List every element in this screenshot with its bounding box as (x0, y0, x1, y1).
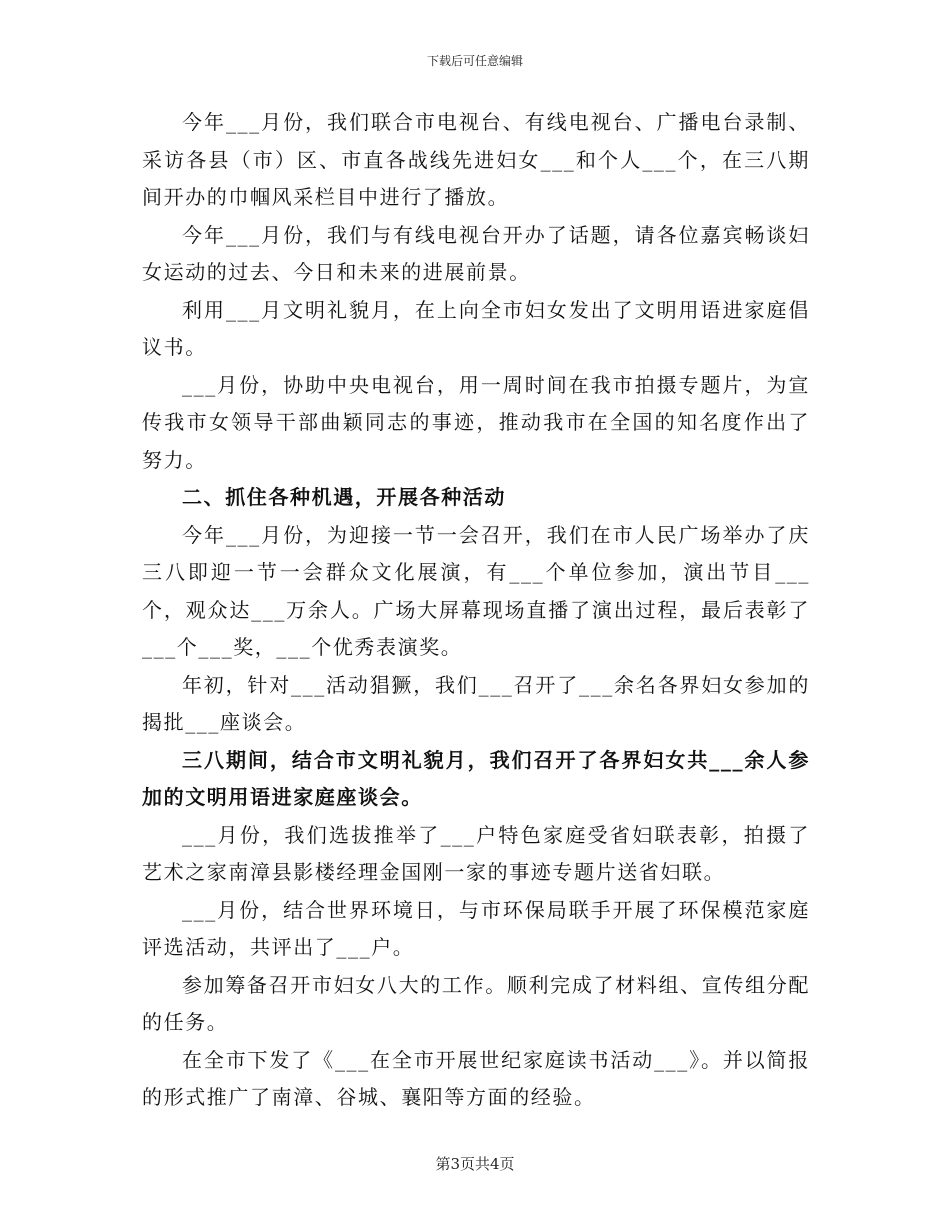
page-header: 下载后可任意编辑 (426, 54, 523, 68)
paragraph-reading-activity: 在全市下发了《___在全市开展世纪家庭读书活动___》。并以简报的形式推广了南漳、谷城、襄阳等方面的经验。 (142, 1047, 810, 1109)
page-footer: 第3页共4页 (435, 1155, 515, 1173)
document-body (142, 104, 810, 1117)
paragraph-civility-month: 利用___月文明礼貌月，在上向全市妇女发出了文明用语进家庭倡议书。 (142, 297, 810, 359)
paragraph-environment-day: ___月份，结合世界环境日，与市环保局联手开展了环保模范家庭评选活动，共评出了___户。 (142, 897, 810, 959)
paragraph-forum: 年初，针对___活动猖獗，我们___召开了___余名各界妇女参加的揭批___座谈会。 (142, 672, 810, 734)
paragraph-cable-topic: 今年___月份，我们与有线电视台开办了话题，请各位嘉宾畅谈妇女运动的过去、今日和未来的进展前景。 (142, 222, 810, 284)
paragraph-cultural-show: 今年___月份，为迎接一节一会召开，我们在市人民广场举办了庆三八即迎一节一会群众文化展演，有___个单位参加，演出节目___个，观众达___万余人。广场大屏幕现场直播了演出过程，最后表彰了___个___奖，___个优秀表演奖。 (142, 522, 810, 659)
paragraph-tv-program: 今年___月份，我们联合市电视台、有线电视台、广播电台录制、采访各县（市）区、市直各战线先进妇女___和个人___个，在三八期间开办的巾帼风采栏目中进行了播放。 (142, 110, 810, 209)
paragraph-march8-forum: 三八期间，结合市文明礼貌月，我们召开了各界妇女共___余人参加的文明用语进家庭座谈会。 (142, 747, 810, 809)
paragraph-congress-prep: 参加筹备召开市妇女八大的工作。顺利完成了材料组、宣传组分配的任务。 (142, 972, 810, 1034)
paragraph-cctv-documentary: ___月份，协助中央电视台，用一周时间在我市拍摄专题片，为宣传我市女领导干部曲颖同志的事迹，推动我市在全国的知名度作出了努力。 (142, 372, 810, 472)
paragraph-family-awards: ___月份，我们选拔推举了___户特色家庭受省妇联表彰，拍摄了艺术之家南漳县影楼经理金国刚一家的事迹专题片送省妇联。 (142, 822, 810, 884)
section-heading: 二、抓住各种机遇，开展各种活动 (182, 485, 506, 509)
